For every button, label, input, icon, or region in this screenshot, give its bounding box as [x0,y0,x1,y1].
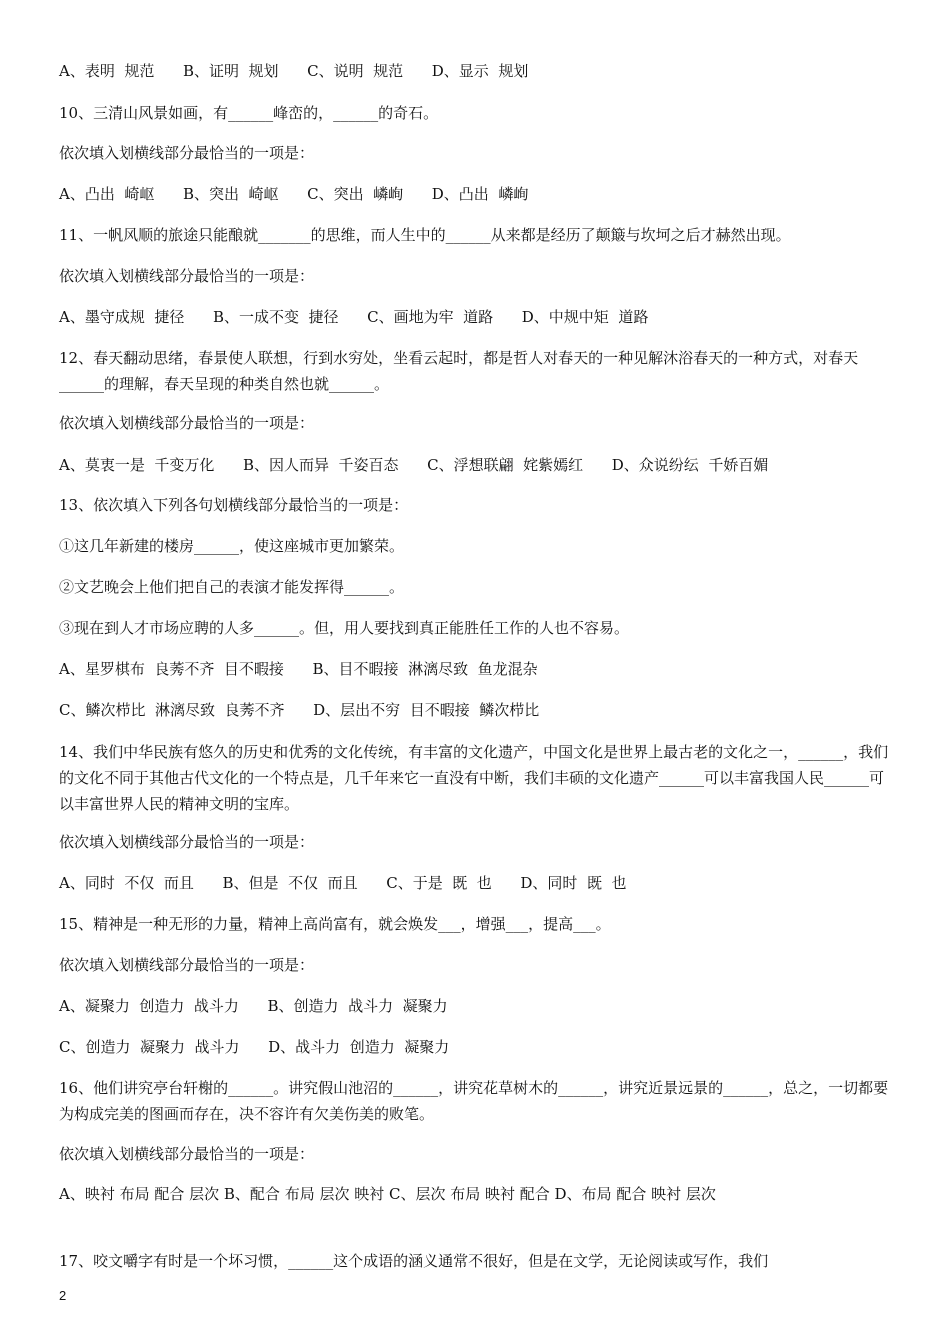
page-number: 2 [59,1288,67,1303]
q15-options-cd: C、创造力 凝聚力 战斗力 D、战斗力 创造力 凝聚力 [59,1038,450,1056]
q11-text: 11、一帆风顺的旅途只能酿就_______的思维，而人生中的______从来都是经历了颠簸与坎坷之后才赫然出现。 [59,226,791,244]
q14-instruction: 依次填入划横线部分最恰当的一项是： [59,833,315,851]
q13-sentence-3: ③现在到人才市场应聘的人多______。但，用人要找到真正能胜任工作的人也不容易。 [59,619,630,637]
q9-options: A、表明 规范 B、证明 规划 C、说明 规范 D、显示 规划 [59,62,529,80]
q10-options: A、凸出 崎岖 B、突出 崎岖 C、突出 嶙峋 D、凸出 嶙峋 [59,185,529,203]
q14-text: 14、我们中华民族有悠久的历史和优秀的文化传统，有丰富的文化遗产，中国文化是世界上最古老的文化之一，______，我们的文化不同于其他古代文化的一个特点是，几千年来它一直没有中断，我们丰硕的文化遗产______可以丰富我国人民______可以丰富世界人民的精神文明的宝库。 [59,743,889,813]
q14-options: A、同时 不仅 而且 B、但是 不仅 而且 C、于是 既 也 D、同时 既 也 [59,874,627,892]
q17-text: 17、咬文嚼字有时是一个坏习惯，______这个成语的涵义通常不很好，但是在文学，无论阅读或写作，我们 [59,1252,769,1270]
q12-text: 12、春天翻动思绪，春景使人联想，行到水穷处，坐看云起时，都是哲人对春天的一种见解沐浴春天的一种方式，对春天______的理解，春天呈现的种类自然也就______。 [59,349,859,393]
q16-instruction: 依次填入划横线部分最恰当的一项是： [59,1145,315,1163]
q15-options-ab: A、凝聚力 创造力 战斗力 B、创造力 战斗力 凝聚力 [59,997,448,1015]
q10-text: 10、三清山风景如画，有______峰峦的，______的奇石。 [59,104,439,122]
q13-sentence-1: ①这几年新建的楼房______，使这座城市更加繁荣。 [59,537,405,555]
q15-text: 15、精神是一种无形的力量，精神上高尚富有，就会焕发___，增强___，提高___。 [59,915,611,933]
q10-instruction: 依次填入划横线部分最恰当的一项是： [59,144,315,162]
q11-options: A、墨守成规 捷径 B、一成不变 捷径 C、画地为牢 道路 D、中规中矩 道路 [59,308,649,326]
q16-text: 16、他们讲究亭台轩榭的______。讲究假山池沼的______，讲究花草树木的______，讲究近景远景的______，总之，一切都要为构成完美的图画而存在，决不容许有欠美伤美的败笔。 [59,1079,889,1123]
q12-options: A、莫衷一是 千变万化 B、因人而异 千姿百态 C、浮想联翩 姹紫嫣红 D、众说纷纭 千娇百媚 [59,456,769,474]
q11-instruction: 依次填入划横线部分最恰当的一项是： [59,267,315,285]
q13-text: 13、依次填入下列各句划横线部分最恰当的一项是： [59,496,409,514]
q13-options-cd: C、鳞次栉比 淋漓尽致 良莠不齐 D、层出不穷 目不暇接 鳞次栉比 [59,701,540,719]
q13-sentence-2: ②文艺晚会上他们把自己的表演才能发挥得______。 [59,578,405,596]
q15-instruction: 依次填入划横线部分最恰当的一项是： [59,956,315,974]
q12-instruction: 依次填入划横线部分最恰当的一项是： [59,414,315,432]
q13-options-ab: A、星罗棋布 良莠不齐 目不暇接 B、目不暇接 淋漓尽致 鱼龙混杂 [59,660,538,678]
q16-options: A、映衬 布局 配合 层次 B、配合 布局 层次 映衬 C、层次 布局 映衬 配合 D、布局 配合 映衬 层次 [59,1185,716,1203]
